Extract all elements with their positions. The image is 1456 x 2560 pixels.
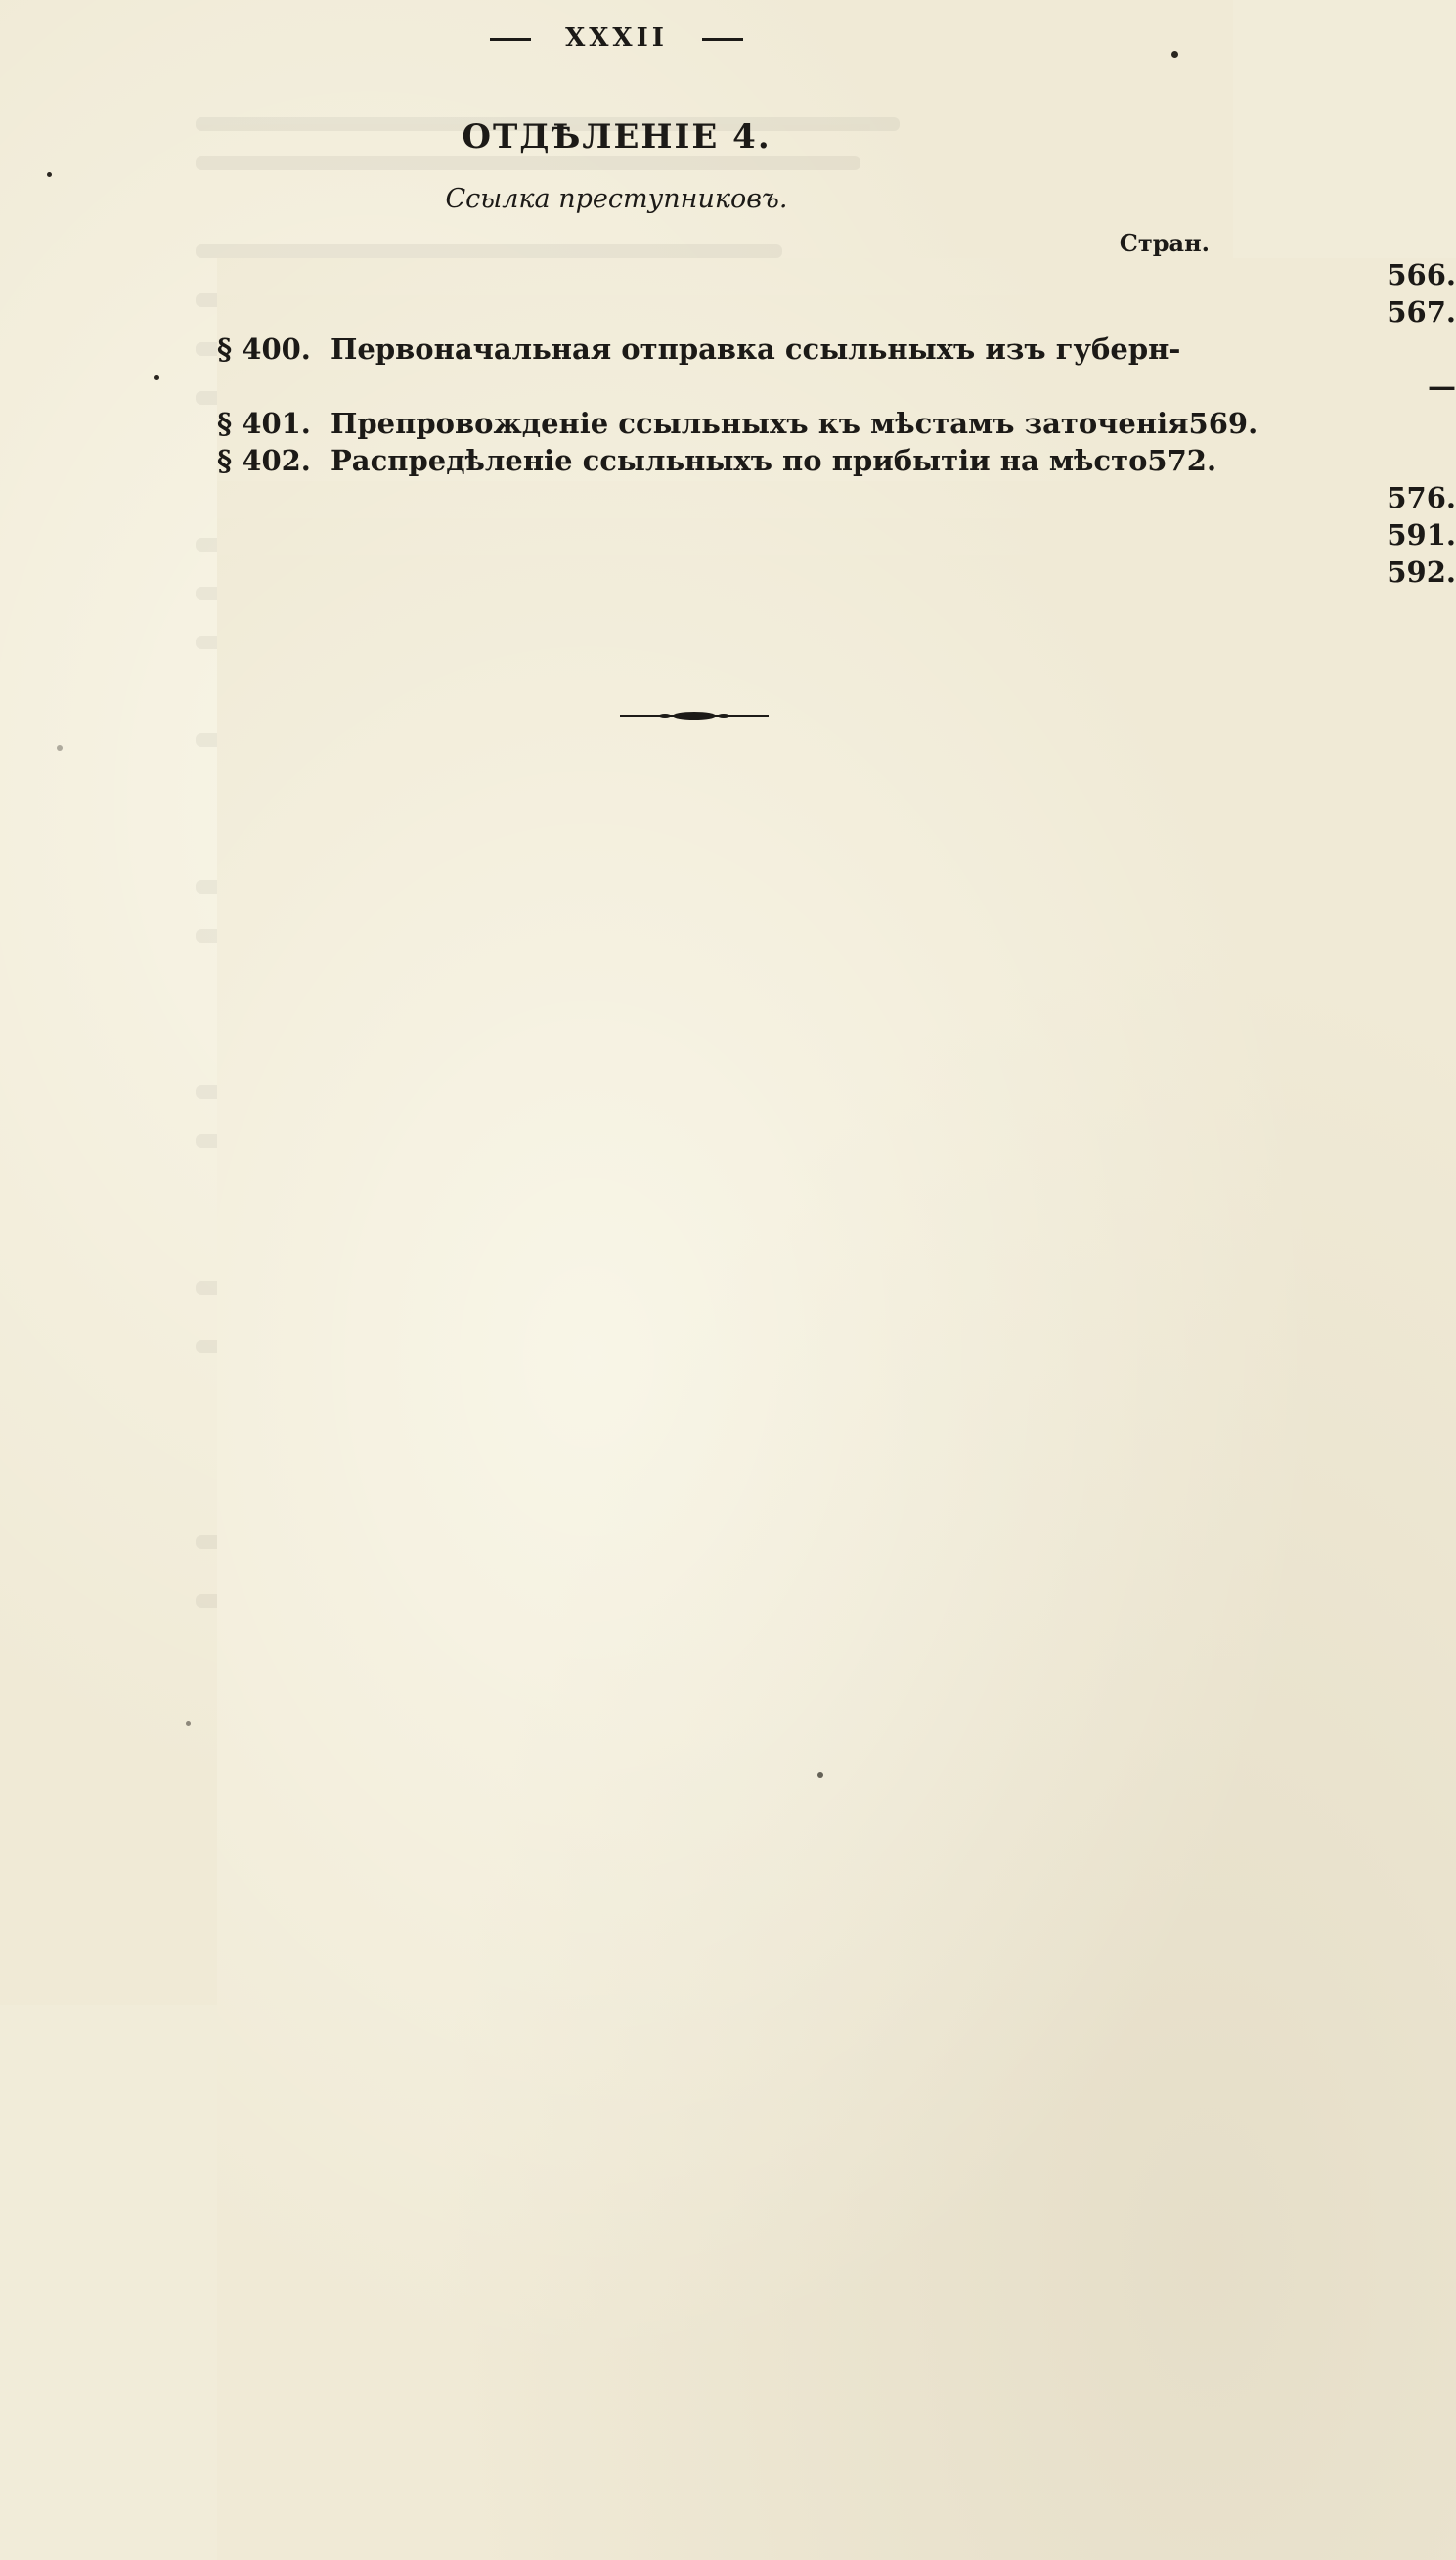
- toc-entry-page: 569.: [1188, 407, 1258, 440]
- toc-entry-number: § 400.: [217, 332, 311, 366]
- toc-entry-title: Препровожденіе ссыльныхъ къ мѣстамъ заточенія: [331, 407, 1189, 440]
- paper-speck: [1171, 51, 1178, 58]
- paper-speck: [186, 1721, 191, 1726]
- toc-entry-page: 576.: [217, 481, 1456, 2486]
- page-header: [0, 23, 1233, 53]
- section-subtitle: Ссылка преступниковъ.: [445, 184, 788, 214]
- toc-entry-title: Первоначальная отправка ссыльныхъ изъ губерн-: [331, 332, 1181, 366]
- toc-entry: [217, 407, 1258, 444]
- toc-entry-page: 591.: [217, 518, 1456, 2523]
- toc-entry-page: 572.: [1147, 444, 1217, 477]
- toc-entry-number: § 402.: [217, 444, 311, 477]
- table-of-contents: [217, 258, 1456, 593]
- toc-entry-page: 592.: [217, 555, 1456, 2560]
- header-dash-left: [490, 38, 531, 41]
- paper-speck: [817, 1772, 823, 1778]
- toc-entry-page: 566.: [217, 258, 1456, 2263]
- toc-entry: [217, 444, 1217, 481]
- page-number-roman: XXXII: [565, 23, 668, 53]
- toc-entry-number: § 401.: [217, 407, 311, 440]
- paper-speck: [47, 172, 52, 177]
- toc-entry: [217, 518, 1456, 555]
- paper-speck: [154, 375, 159, 380]
- toc-entry-title: Распредѣленіе ссыльныхъ по прибытіи на мѣсто: [331, 444, 1148, 477]
- paper-speck: [57, 745, 63, 751]
- toc-entry-continuation: [217, 370, 1456, 407]
- ornament-divider: [616, 710, 772, 722]
- header-dash-right: [702, 38, 743, 41]
- toc-entry: [217, 481, 1456, 518]
- page-column-label: Стран.: [1119, 229, 1210, 257]
- toc-entry-page: 567.: [217, 295, 1456, 2300]
- toc-entry-page: —: [217, 370, 1456, 2374]
- toc-entry: [217, 555, 1456, 593]
- toc-entry: [217, 295, 1456, 332]
- toc-entry: [217, 332, 1209, 370]
- toc-entry: [217, 258, 1456, 295]
- section-title: ОТДѢЛЕНІЕ 4.: [462, 117, 772, 156]
